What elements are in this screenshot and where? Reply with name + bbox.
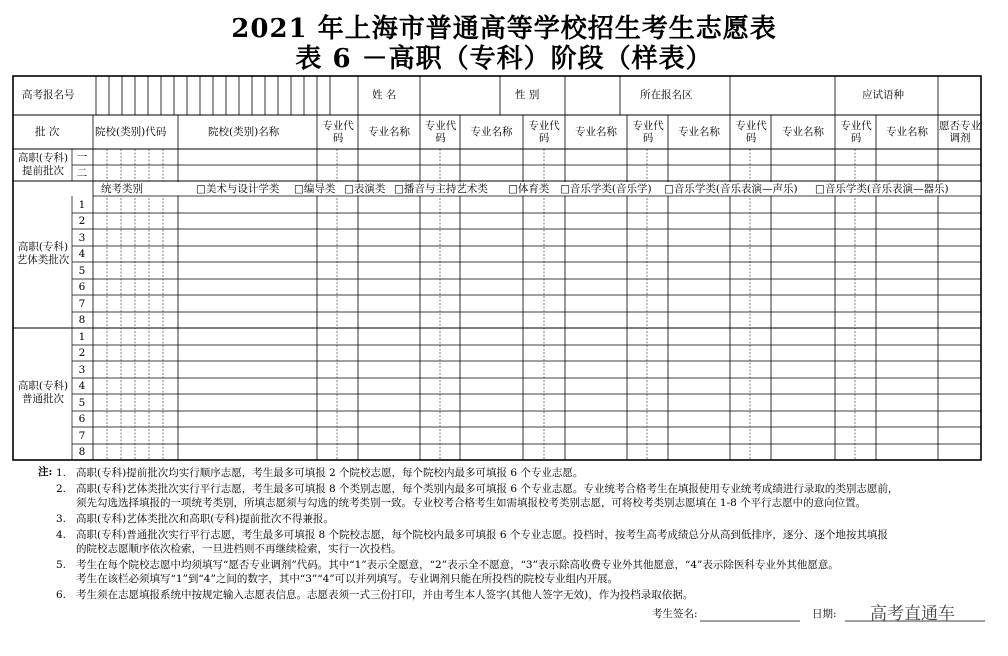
note-number: 5. — [56, 559, 67, 571]
major-name-header: 专业名称 — [678, 126, 720, 138]
language-label: 应试语种 — [862, 89, 904, 101]
row-number: 二 — [76, 167, 88, 179]
note-text: 高职(专科)普通批次实行平行志愿，考生最多可填报 8 个院校志愿，每个院校内最多可填报 6 个专业志愿。投档时，按考生高考成绩总分从高到低排序，逐分、逐个地按其填报 — [76, 529, 888, 541]
note-number: 4. — [56, 529, 67, 541]
note-continuation: 考生在该栏必须填写“1”到“4”之间的数字，其中“3”“4”可以并列填写。专业调剂只能在所投档的院校专业组内开展。 — [76, 573, 619, 585]
batch-column-header: 批 次 — [35, 126, 60, 138]
category-checkbox[interactable]: □播音与主持艺术类 — [394, 183, 488, 195]
note-text: 高职(专科)提前批次均实行顺序志愿，考生最多可填报 2 个院校志愿，每个院校内最多可填报 6 个专业志愿。 — [76, 467, 584, 479]
note-continuation: 须先勾选选择填报的一项统考类别，所填志愿须与勾选的统考类别一致。专业校考合格考生如需填报校考类别志愿，可将校考类别志愿填在 1-8 个平行志愿中的意向位置。 — [76, 497, 867, 509]
document-title: 2021 年上海市普通高等学校招生考生志愿表 — [231, 14, 777, 44]
major-code-header: 专业代码 — [424, 120, 457, 144]
major-name-header: 专业名称 — [368, 126, 410, 138]
note-text: 高职(专科)艺体类批次实行平行志愿，考生最多可填报 8 个类别志愿，每个类别内最多可填报 6 个专业志愿。专业统考合格考生在填报使用专业统考成绩进行录取的类别志愿前， — [76, 483, 899, 495]
note-item — [56, 512, 334, 526]
major-code-header: 专业代码 — [735, 120, 767, 144]
row-number: 7 — [78, 430, 86, 442]
major-name-header: 专业名称 — [782, 126, 824, 138]
art-category-label: 统考类别 — [101, 183, 143, 195]
row-number: 7 — [78, 298, 86, 310]
row-number: 4 — [78, 380, 86, 392]
art-batch-label: 高职(专科)艺体类批次 — [16, 241, 70, 266]
major-name-header: 专业名称 — [470, 126, 513, 138]
major-name-header: 专业名称 — [575, 126, 617, 138]
date-label: 日期: — [812, 608, 837, 620]
note-item — [56, 482, 898, 496]
category-checkbox[interactable]: □音乐学类(音乐表演—声乐) — [664, 183, 798, 195]
category-checkbox[interactable]: □编导类 — [294, 183, 336, 195]
note-continuation: 的院校志愿顺序依次检索，一旦进档则不再继续检索，实行一次投档。 — [76, 543, 402, 555]
row-number: 3 — [78, 232, 86, 244]
category-checkbox[interactable]: □音乐学类(音乐学) — [560, 183, 652, 195]
note-number: 3. — [56, 513, 67, 525]
note-number: 2. — [56, 483, 67, 495]
row-number: 3 — [78, 364, 86, 376]
school-name-header: 院校(类别)名称 — [208, 126, 280, 138]
category-checkbox[interactable]: □美术与设计学类 — [196, 183, 280, 195]
note-item — [56, 558, 839, 572]
note-text: 考生在每个院校志愿中均须填写“愿否专业调剂”代码。其中“1”表示全愿意，“2”表示全不愿意，“3”表示除高收费专业外其他愿意，“4”表示除医科专业外其他愿意。 — [76, 559, 839, 571]
major-code-header: 专业代码 — [840, 120, 872, 144]
category-checkbox[interactable]: □音乐学类(音乐表演—器乐) — [815, 183, 949, 195]
row-number: 5 — [78, 397, 86, 409]
row-number: 一 — [76, 151, 88, 163]
row-number: 4 — [78, 248, 86, 260]
note-text: 高职(专科)艺体类批次和高职(专科)提前批次不得兼报。 — [76, 513, 334, 525]
major-code-header: 专业代码 — [528, 120, 560, 144]
gender-label: 性 别 — [515, 89, 540, 101]
row-number: 8 — [78, 446, 86, 458]
category-checkbox[interactable]: □体育类 — [508, 183, 550, 195]
exam-number-label: 高考报名号 — [22, 89, 75, 101]
note-text: 考生须在志愿填报系统中按规定输入志愿表信息。志愿表须一式三份打印，并由考生本人签字(其他人签字无效)，作为投档录取依据。 — [76, 589, 694, 601]
row-number: 8 — [78, 314, 86, 326]
note-item — [56, 466, 583, 480]
major-name-header: 专业名称 — [886, 126, 928, 138]
row-number: 6 — [78, 413, 86, 425]
note-number: 6. — [56, 589, 67, 601]
adjust-header: 愿否专业调剂 — [939, 120, 981, 144]
early-batch-label: 高职(专科)提前批次 — [17, 152, 69, 177]
signature-label: 考生签名: — [652, 608, 698, 620]
row-number: 6 — [78, 281, 86, 293]
row-number: 2 — [78, 215, 86, 227]
row-number: 1 — [78, 331, 86, 343]
note-item — [56, 528, 888, 542]
major-code-header: 专业代码 — [632, 120, 664, 144]
row-number: 1 — [78, 199, 86, 211]
school-code-header: 院校(类别)代码 — [95, 126, 167, 138]
category-checkbox[interactable]: □表演类 — [344, 183, 386, 195]
district-label: 所在报名区 — [640, 89, 693, 101]
watermark: 高考直通车 — [870, 604, 955, 624]
row-number: 2 — [78, 347, 86, 359]
note-item — [56, 588, 693, 602]
table-subtitle: 表 6 －高职（专科）阶段（样表） — [295, 44, 713, 74]
major-code-header: 专业代码 — [322, 120, 354, 144]
note-number: 1. — [56, 467, 67, 479]
row-number: 5 — [78, 265, 86, 277]
notes-prefix: 注: — [38, 466, 53, 478]
normal-batch-label: 高职(专科)普通批次 — [17, 380, 69, 405]
name-label: 姓 名 — [372, 89, 397, 101]
